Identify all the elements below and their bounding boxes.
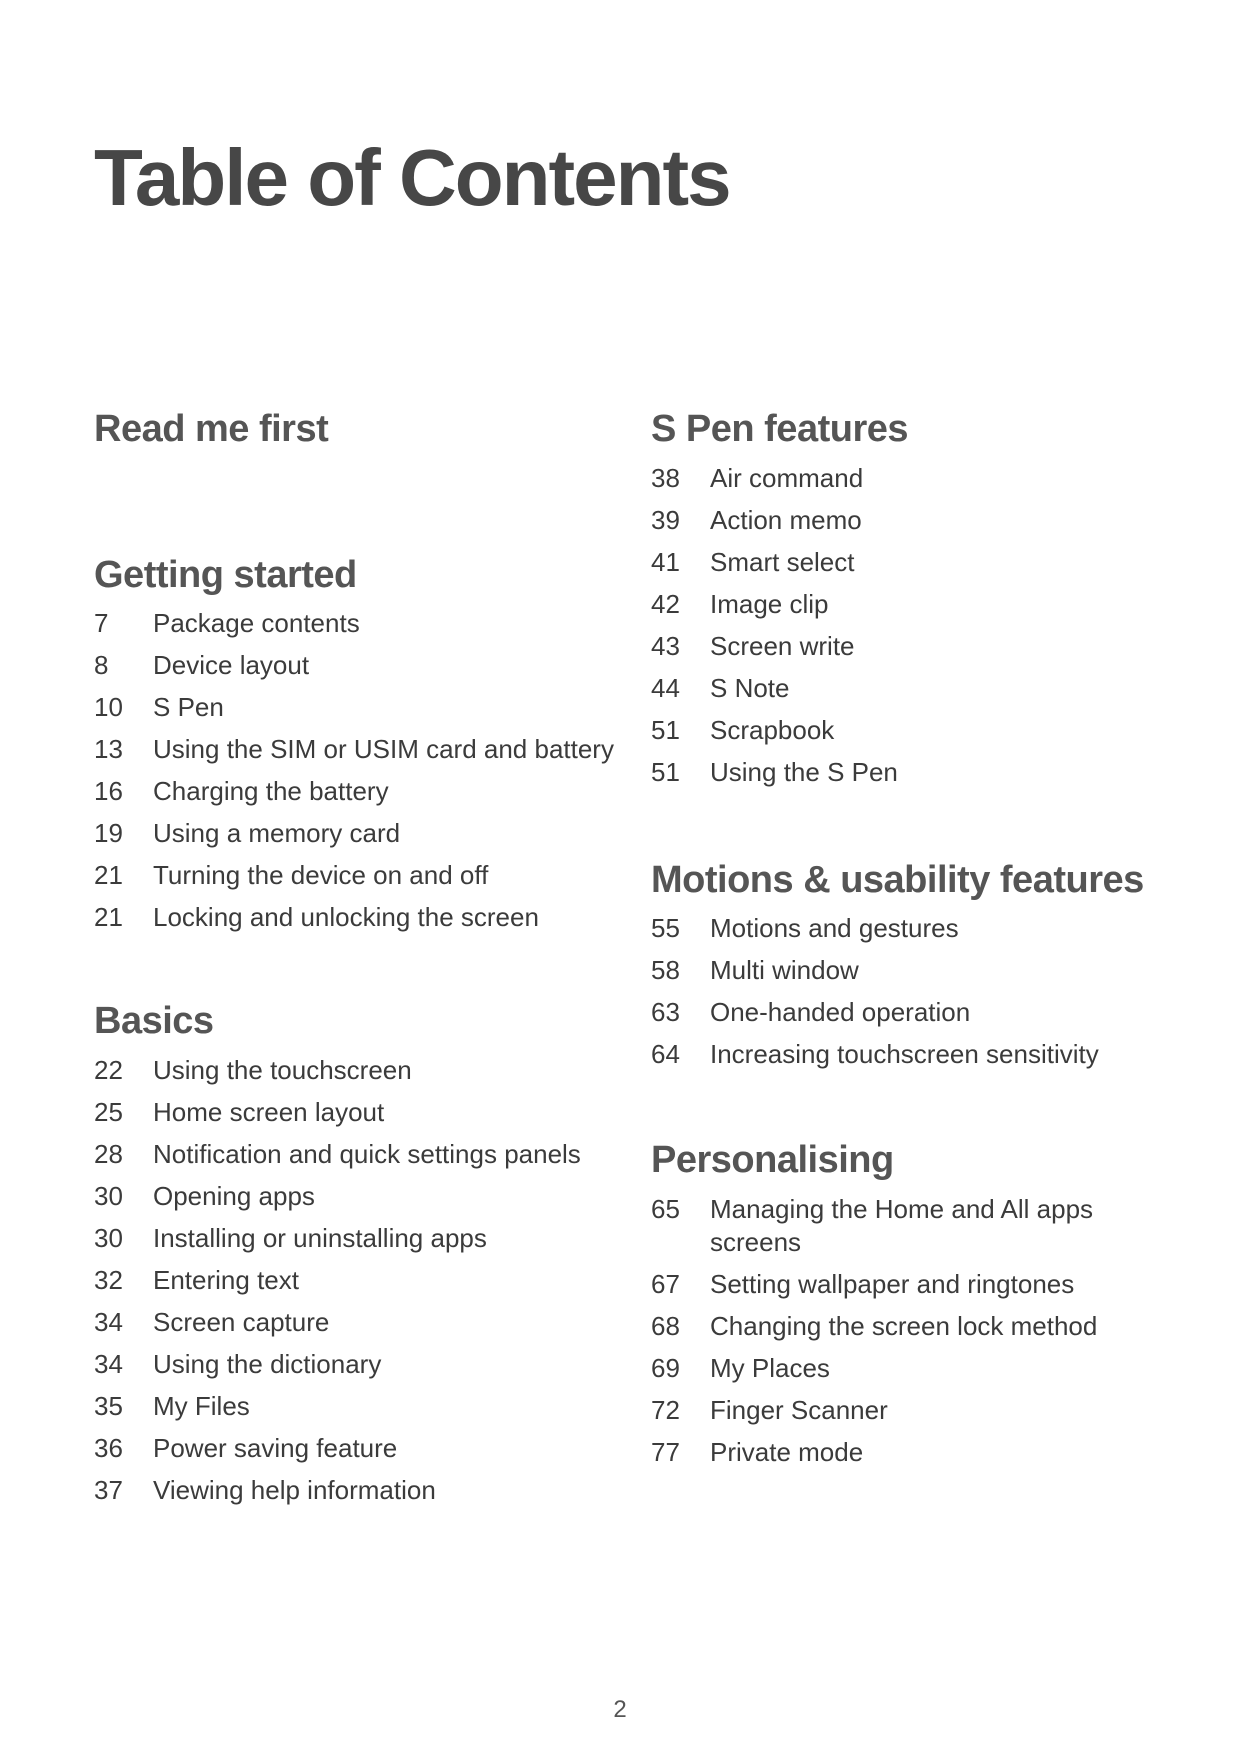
toc-entry[interactable]: [94, 1306, 614, 1339]
toc-entry[interactable]: [651, 912, 1171, 945]
toc-section-personalising: [651, 1139, 1171, 1469]
toc-entry[interactable]: [651, 1268, 1171, 1301]
toc-entry[interactable]: [94, 691, 614, 724]
toc-entry[interactable]: [651, 630, 1171, 663]
toc-entry[interactable]: [94, 1474, 614, 1507]
toc-entry[interactable]: [94, 1180, 614, 1213]
toc-entry-page: 32: [94, 1265, 123, 1296]
toc-entry[interactable]: [651, 756, 1171, 789]
toc-entry-title: Installing or uninstalling apps: [153, 1223, 487, 1254]
toc-entry-page: 63: [651, 997, 680, 1028]
toc-entry-page: 44: [651, 672, 680, 703]
toc-entry-title: Motions and gestures: [710, 913, 959, 944]
toc-entry[interactable]: [94, 649, 614, 682]
toc-entry-title: Viewing help information: [153, 1475, 436, 1506]
toc-entry-title: Charging the battery: [153, 776, 389, 807]
toc-entry[interactable]: [651, 1352, 1171, 1385]
toc-entry-page: 64: [651, 1039, 680, 1070]
toc-entry-page: 22: [94, 1055, 123, 1086]
toc-entry-page: 25: [94, 1097, 123, 1128]
toc-entry[interactable]: [94, 817, 614, 850]
toc-entry-title: One-handed operation: [710, 997, 971, 1028]
toc-entry[interactable]: [94, 859, 614, 892]
toc-entry-page: 77: [651, 1437, 680, 1468]
toc-entry-list: [651, 1193, 1171, 1469]
toc-entry-title: Power saving feature: [153, 1433, 398, 1464]
toc-entry-title: Setting wallpaper and ringtones: [710, 1269, 1075, 1300]
toc-entry-page: 38: [651, 462, 680, 493]
toc-entry-page: 13: [94, 734, 123, 765]
toc-entry-title: Using the touchscreen: [153, 1055, 412, 1086]
section-heading: Personalising: [651, 1139, 894, 1182]
toc-entry-title: Smart select: [710, 546, 855, 577]
toc-entry[interactable]: [94, 733, 614, 766]
toc-entry-page: 21: [94, 860, 123, 891]
toc-entry-title: Changing the screen lock method: [710, 1311, 1098, 1342]
toc-entry-title: S Pen: [153, 692, 224, 723]
toc-entry[interactable]: [94, 1222, 614, 1255]
toc-entry[interactable]: [651, 954, 1171, 987]
page-number: 2: [613, 1696, 627, 1723]
toc-entry[interactable]: [651, 462, 1171, 495]
toc-entry-page: 55: [651, 913, 680, 944]
toc-entry-page: 68: [651, 1311, 680, 1342]
toc-entry-page: 28: [94, 1139, 123, 1170]
toc-entry-title: Managing the Home and All apps screens: [710, 1194, 1094, 1258]
toc-entry[interactable]: [651, 714, 1171, 747]
toc-entry-page: 42: [651, 588, 680, 619]
toc-entry-title: Device layout: [153, 650, 310, 681]
toc-entry-title: My Files: [153, 1391, 250, 1422]
toc-section-s-pen-features: [651, 408, 1171, 789]
toc-entry-page: 51: [651, 756, 680, 787]
toc-section-motions-and-usability-features: [651, 859, 1171, 1072]
section-heading: Getting started: [94, 553, 357, 596]
toc-entry[interactable]: [651, 546, 1171, 579]
toc-entry-title: Increasing touchscreen sensitivity: [710, 1039, 1099, 1070]
section-heading: S Pen features: [651, 408, 908, 450]
section-heading: Read me first: [94, 408, 329, 450]
toc-entry-title: My Places: [710, 1353, 830, 1384]
toc-entry[interactable]: [651, 588, 1171, 621]
toc-entry[interactable]: [94, 1264, 614, 1297]
toc-entry-title: Turning the device on and off: [153, 860, 489, 891]
toc-entry-page: 34: [94, 1349, 123, 1380]
section-heading: Motions & usability features: [651, 858, 1144, 901]
toc-entry-title: Scrapbook: [710, 714, 835, 745]
toc-entry-list: [651, 912, 1171, 1071]
toc-entry-page: 19: [94, 818, 123, 849]
toc-entry-page: 36: [94, 1433, 123, 1464]
toc-entry-title: Entering text: [153, 1265, 299, 1296]
toc-entry-title: Notification and quick settings panels: [153, 1139, 581, 1170]
toc-entry-title: Using the dictionary: [153, 1349, 382, 1380]
toc-entry[interactable]: [651, 1436, 1171, 1469]
toc-entry-title: Multi window: [710, 955, 859, 986]
toc-entry[interactable]: [94, 1348, 614, 1381]
toc-entry-page: 16: [94, 776, 123, 807]
toc-entry-page: 30: [94, 1223, 123, 1254]
toc-entry-page: 21: [94, 902, 123, 933]
toc-entry[interactable]: [94, 901, 614, 934]
toc-entry[interactable]: [94, 607, 614, 640]
toc-entry-title: Home screen layout: [153, 1097, 385, 1128]
toc-entry[interactable]: [94, 1390, 614, 1423]
toc-entry-page: 72: [651, 1395, 680, 1426]
toc-entry[interactable]: [651, 504, 1171, 537]
toc-section-getting-started: [94, 554, 614, 935]
toc-section-basics: [94, 1000, 614, 1507]
toc-entry-page: 65: [651, 1194, 680, 1225]
toc-entry-title: Using a memory card: [153, 818, 401, 849]
toc-entry-page: 10: [94, 692, 123, 723]
toc-entry-title: Package contents: [153, 608, 360, 639]
toc-entry-list: [651, 462, 1171, 789]
toc-entry-title: Image clip: [710, 588, 829, 619]
section-heading: Basics: [94, 1000, 214, 1043]
toc-entry[interactable]: [94, 1054, 614, 1087]
toc-entry-title: Air command: [710, 462, 864, 493]
toc-entry[interactable]: [651, 1038, 1171, 1071]
toc-entry[interactable]: [94, 1096, 614, 1129]
toc-entry-title: Screen capture: [153, 1307, 330, 1338]
toc-entry-page: 35: [94, 1391, 123, 1422]
toc-entry-title: Private mode: [710, 1437, 864, 1468]
toc-entry-page: 43: [651, 630, 680, 661]
toc-entry[interactable]: [94, 775, 614, 808]
toc-entry[interactable]: [651, 672, 1171, 705]
toc-entry-title: S Note: [710, 672, 790, 703]
toc-entry-page: 34: [94, 1307, 123, 1338]
toc-entry-page: 58: [651, 955, 680, 986]
toc-entry-title: Finger Scanner: [710, 1395, 888, 1426]
toc-column-right: [651, 408, 1171, 1478]
toc-entry-title: Action memo: [710, 504, 862, 535]
toc-entry[interactable]: [651, 1310, 1171, 1343]
toc-entry[interactable]: [94, 1138, 614, 1171]
toc-column-left: [94, 408, 614, 1516]
toc-entry-list: [94, 607, 614, 934]
toc-entry-list: [94, 1054, 614, 1507]
toc-entry-title: Screen write: [710, 630, 855, 661]
toc-entry-page: 39: [651, 504, 680, 535]
toc-entry-title: Opening apps: [153, 1181, 315, 1212]
toc-entry[interactable]: [651, 1193, 1171, 1259]
page-title: Table of Contents: [94, 133, 730, 222]
toc-entry-page: 8: [94, 650, 109, 681]
toc-entry-page: 41: [651, 546, 680, 577]
toc-entry-page: 7: [94, 608, 109, 639]
toc-entry-title: Locking and unlocking the screen: [153, 902, 539, 933]
toc-entry-title: Using the SIM or USIM card and battery: [153, 734, 614, 765]
toc-entry-page: 67: [651, 1269, 680, 1300]
toc-section-read-me-first: [94, 408, 614, 474]
toc-entry[interactable]: [651, 996, 1171, 1029]
toc-entry-page: 69: [651, 1353, 680, 1384]
toc-entry-page: 30: [94, 1181, 123, 1212]
toc-entry-page: 37: [94, 1475, 123, 1506]
toc-entry-page: 51: [651, 714, 680, 745]
toc-entry[interactable]: [651, 1394, 1171, 1427]
toc-entry[interactable]: [94, 1432, 614, 1465]
toc-entry-title: Using the S Pen: [710, 756, 898, 787]
